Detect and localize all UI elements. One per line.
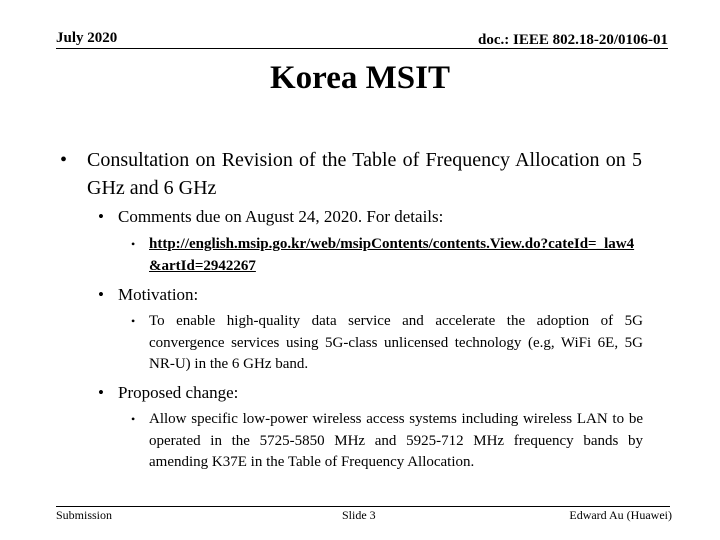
main-bullet: [60, 146, 642, 202]
sub-bullet-comments: [98, 207, 443, 227]
header-rule: [56, 48, 668, 49]
bullet-marker: •: [98, 285, 104, 304]
bullet-marker: •: [60, 149, 68, 171]
footer-rule: [56, 506, 670, 507]
motivation-detail-text: To enable high-quality data service and accelerate the adoption of 5G convergence services using 5G-class unlicensed technology (e.g, WiFi 6E, 5G NR-U) in the 6 GHz band.: [149, 313, 643, 372]
bullet-marker: •: [131, 314, 136, 328]
sub-bullet-motivation-text: Motivation:: [118, 285, 199, 304]
sub-bullet-motivation: [98, 285, 198, 305]
footer-author: Edward Au (Huawei): [569, 508, 672, 522]
footer-slide-number: Slide 3: [342, 508, 376, 522]
footer-submission: Submission: [56, 508, 113, 522]
bullet-marker: •: [131, 237, 136, 251]
sub-bullet-comments-text: Comments due on August 24, 2020. For details:: [118, 207, 444, 226]
sub-bullet-proposed-change-text: Proposed change:: [118, 383, 239, 402]
bullet-marker: •: [98, 207, 104, 226]
details-link[interactable]: http://english.msip.go.kr/web/msipContents/contents.View.do?cateId=_law4&artId=2942267: [149, 236, 635, 274]
sub-bullet-proposed-change: [98, 383, 238, 403]
bullet-marker: •: [98, 383, 104, 402]
header-doc-id: doc.: IEEE 802.18-20/0106-01: [477, 32, 668, 48]
motivation-detail-item: [131, 311, 643, 376]
header-date: July 2020: [56, 30, 118, 46]
proposed-change-detail-item: [131, 409, 643, 474]
bullet-marker: •: [131, 412, 136, 426]
detail-link-item: [131, 234, 643, 277]
proposed-change-detail-text: Allow specific low-power wireless access systems including wireless LAN to be operated in the 5725-5850 MHz and 5925-712 MHz frequency bands by amending K37E in the Table of Frequency Allocation.: [149, 411, 643, 470]
slide-title: Korea MSIT: [270, 60, 450, 96]
main-bullet-text: Consultation on Revision of the Table of Frequency Allocation on 5 GHz and 6 GHz: [87, 149, 642, 199]
